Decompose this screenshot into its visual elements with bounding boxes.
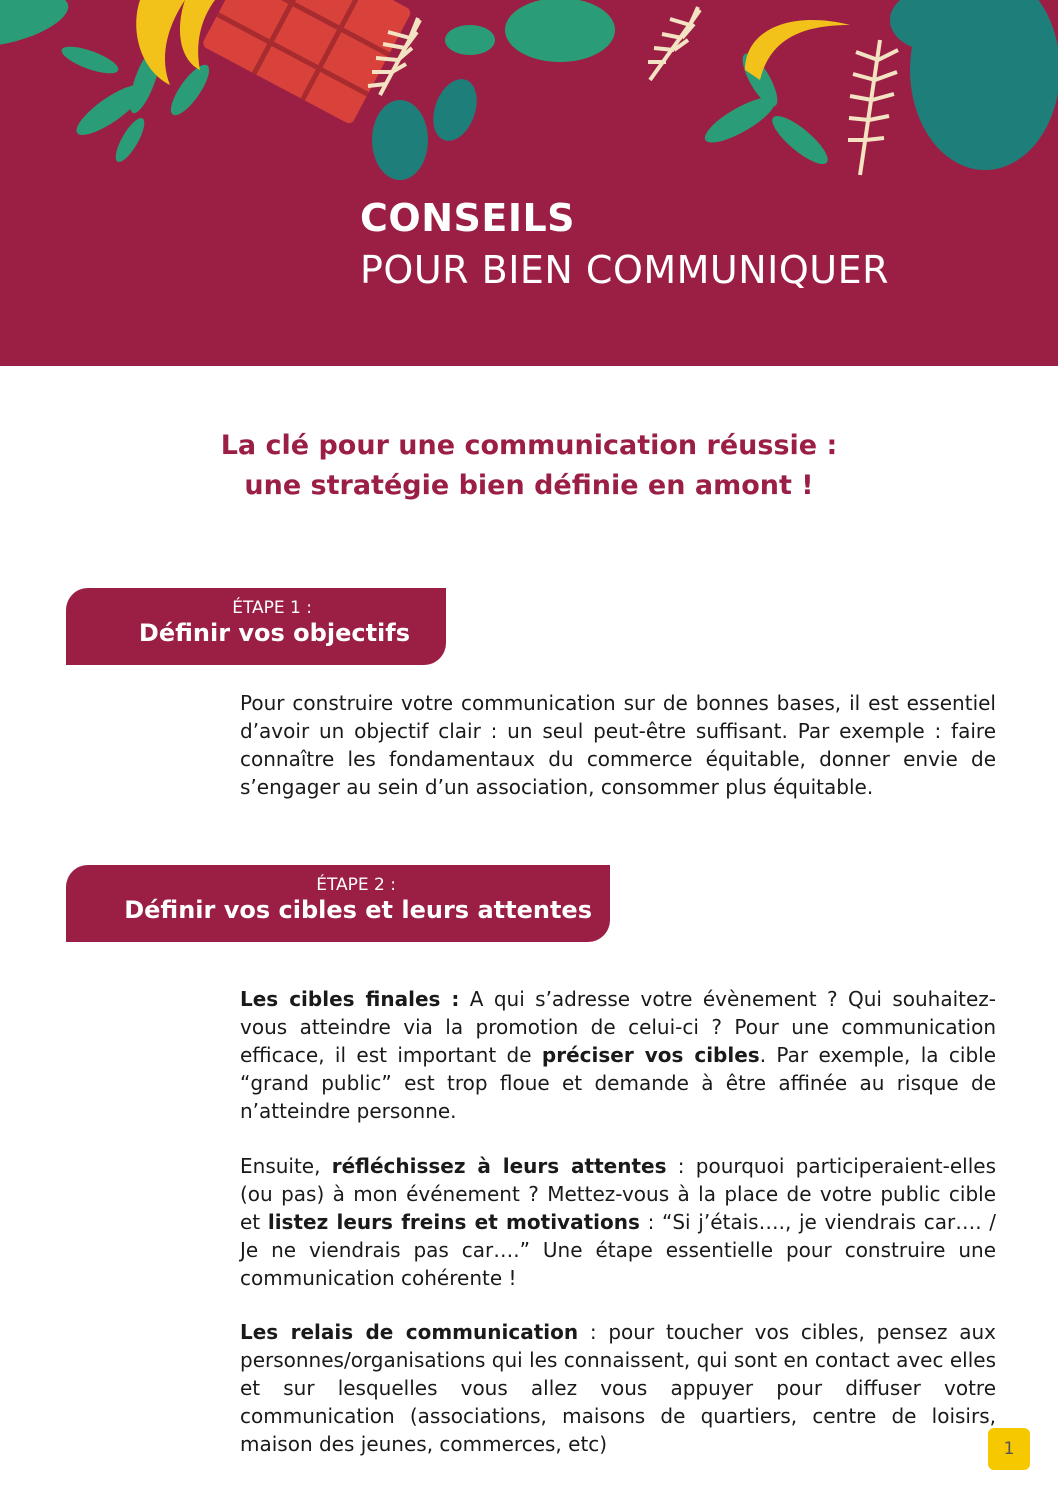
page-subtitle: POUR BIEN COMMUNIQUER: [360, 248, 890, 292]
targets-text-1: A qui s’adresse votre évènement ? Qui souhaitez-vous atteindre via la promotion de celui-ci ? Pour une communication efficace, il est important de: [240, 987, 996, 1067]
page-number-badge: 1: [988, 1428, 1030, 1470]
page-title: CONSEILS: [360, 196, 576, 240]
intro-heading: [0, 426, 1058, 506]
step-1-banner: [66, 588, 446, 665]
intro-line-1: La clé pour une communication réussie :: [220, 430, 838, 461]
banana-right: [745, 20, 850, 80]
step-2-banner: [66, 865, 610, 942]
chocolate-bar: [201, 0, 412, 125]
targets-text-2: . Par exemple, la cible “grand public” est trop floue et demande à être affinée au risque de n’atteindre personne.: [240, 1043, 996, 1123]
expectations-bold-1: réfléchissez à leurs attentes: [331, 1154, 667, 1178]
header-banner: [0, 0, 1058, 366]
expectations-paragraph: [240, 1152, 996, 1292]
step-2-label: ÉTAPE 2 :: [316, 875, 396, 895]
targets-bold-2: préciser vos cibles: [541, 1043, 760, 1067]
leaf-cluster-middle: [372, 0, 615, 180]
expectations-text-2: : pourquoi participeraient-elles (ou pas) à mon événement ? Mettez-vous à la place de votre public cible et: [240, 1154, 997, 1234]
expectations-bold-2: listez leurs freins et motivations: [267, 1210, 640, 1234]
step-1-title: Définir vos objectifs: [138, 619, 410, 647]
fern-far-right: [848, 40, 898, 175]
relays-bold-1: Les relais de communication: [240, 1320, 579, 1344]
expectations-text-1: Ensuite,: [240, 1154, 332, 1178]
step-1-label: ÉTAPE 1 :: [232, 598, 312, 618]
step-2-title: Définir vos cibles et leurs attentes: [124, 896, 592, 924]
targets-paragraph: [240, 985, 996, 1125]
tropical-leaves-illustration: [0, 0, 1058, 200]
step-1-paragraph: Pour construire votre communication sur de bonnes bases, il est essentiel d’avoir un objectif clair : un seul peut-être suffisant. Par exemple : faire connaître les fondamentaux du commerce équitable, donner envie de s’engager au sein d’un association, consommer plus équitable.: [240, 691, 996, 799]
relays-text-1: : pour toucher vos cibles, pensez aux personnes/organisations qui les connaissent, qui sont en contact avec elles et sur lesquelles vous allez vous appuyer pour diffuser votre communication (associations, maisons de quartiers, centre de loisirs, maison des jeunes, commerces, etc): [240, 1320, 996, 1456]
targets-bold-1: Les cibles finales :: [240, 987, 460, 1011]
leaf-cluster-right: [699, 0, 1058, 171]
intro-line-2: une stratégie bien définie en amont !: [244, 470, 814, 501]
expectations-text-3: : “Si j’étais…., je viendrais car…. / Je ne viendrais pas car….” Une étape essentielle pour construire une communication cohérente !: [240, 1210, 996, 1290]
fern-right: [648, 7, 700, 80]
relays-paragraph: [240, 1318, 996, 1458]
